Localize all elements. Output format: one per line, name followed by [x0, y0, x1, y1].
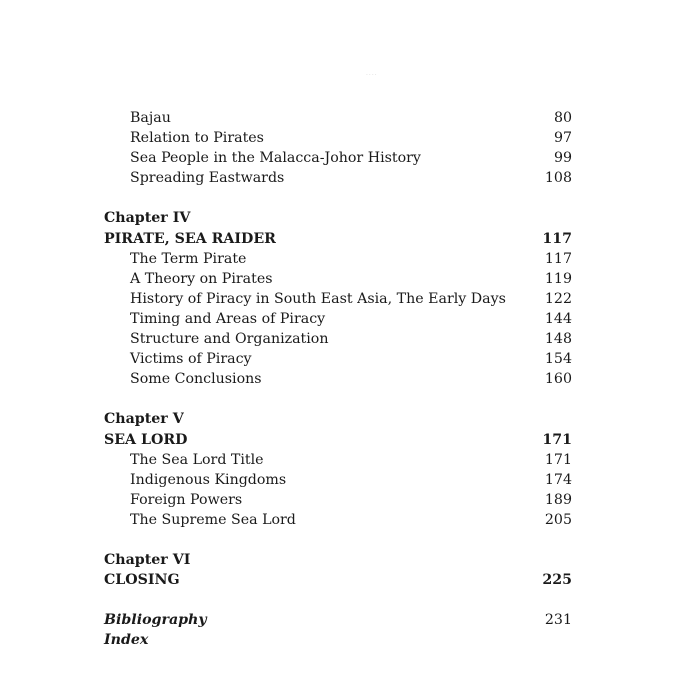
toc-entry: [104, 470, 572, 490]
toc-entry-page: 99: [553, 150, 572, 167]
chapter-title: SEA LORD: [104, 431, 188, 448]
section-gap: [104, 590, 572, 610]
chapter-number: [104, 550, 572, 570]
toc-entry-page: 174: [544, 471, 572, 488]
toc-entry-title: Victims of Piracy: [130, 351, 252, 368]
toc-entry-title: Sea People in the Malacca-Johor History: [130, 150, 421, 167]
toc-entry-title: Indigenous Kingdoms: [130, 471, 287, 488]
chapter-page: 171: [542, 431, 572, 448]
chapter-title: CLOSING: [104, 572, 180, 589]
toc-entry-title: Foreign Powers: [130, 491, 243, 508]
toc-entry-title: A Theory on Pirates: [130, 270, 273, 287]
toc-entry-page: 189: [544, 491, 572, 508]
toc-entry: [104, 329, 572, 349]
toc-entry-page: 160: [544, 371, 572, 388]
toc-entry-title: Relation to Pirates: [130, 130, 264, 147]
toc-entry-page: 117: [544, 250, 572, 267]
toc-entry-title: Structure and Organization: [130, 331, 329, 348]
chapter-page: 225: [542, 572, 572, 589]
toc-entry-page: 119: [544, 270, 572, 287]
toc-entry-title: Bajau: [130, 110, 171, 126]
section-gap: [104, 389, 572, 409]
section-gap: [104, 530, 572, 550]
chapter-number: [104, 208, 572, 228]
toc-entry-title: Some Conclusions: [130, 371, 262, 388]
index-title: Index: [104, 632, 149, 649]
toc-entry: [104, 510, 572, 530]
chapter-number-label: Chapter VI: [104, 552, 191, 569]
toc-entry-title: Timing and Areas of Piracy: [130, 310, 326, 327]
toc-entry-title: The Supreme Sea Lord: [130, 511, 296, 528]
toc-entry-page: 122: [544, 290, 572, 307]
toc-entry-page: 148: [544, 331, 572, 348]
bibliography-page: 231: [544, 612, 572, 629]
toc-entry: [104, 450, 572, 470]
toc-entry-title: History of Piracy in South East Asia, The Early Days: [130, 290, 506, 307]
toc-entry-page: 80: [553, 110, 572, 126]
table-of-contents: [104, 108, 572, 651]
toc-entry-page: 205: [544, 511, 572, 528]
chapter-title-row: [104, 430, 572, 450]
chapter-title-row: [104, 570, 572, 590]
toc-entry: [104, 289, 572, 309]
toc-entry: [104, 490, 572, 510]
toc-entry-title: Spreading Eastwards: [130, 170, 285, 187]
chapter-number-label: Chapter V: [104, 411, 184, 428]
toc-entry: [104, 108, 572, 128]
bibliography-title: Bibliography: [104, 612, 207, 629]
toc-entry-page: 171: [544, 451, 572, 468]
toc-entry: [104, 269, 572, 289]
chapter-title-row: [104, 229, 572, 249]
toc-entry: [104, 128, 572, 148]
chapter-page: 117: [542, 230, 572, 247]
toc-entry-page: 108: [544, 170, 572, 187]
bibliography-row: [104, 610, 572, 630]
chapter-number: [104, 409, 572, 429]
toc-entry: [104, 148, 572, 168]
toc-entry-page: 154: [544, 351, 572, 368]
toc-entry-title: The Term Pirate: [130, 250, 247, 267]
toc-entry: [104, 349, 572, 369]
faint-page-mark: ....: [366, 70, 378, 77]
toc-entry-title: The Sea Lord Title: [130, 451, 264, 468]
toc-entry-page: 97: [553, 130, 572, 147]
toc-entry: [104, 249, 572, 269]
toc-entry-page: 144: [544, 310, 572, 327]
toc-entry: [104, 369, 572, 389]
section-gap: [104, 188, 572, 208]
chapter-number-label: Chapter IV: [104, 210, 191, 227]
index-row: [104, 630, 572, 650]
chapter-title: PIRATE, SEA RAIDER: [104, 230, 276, 247]
toc-entry: [104, 309, 572, 329]
toc-entry: [104, 168, 572, 188]
